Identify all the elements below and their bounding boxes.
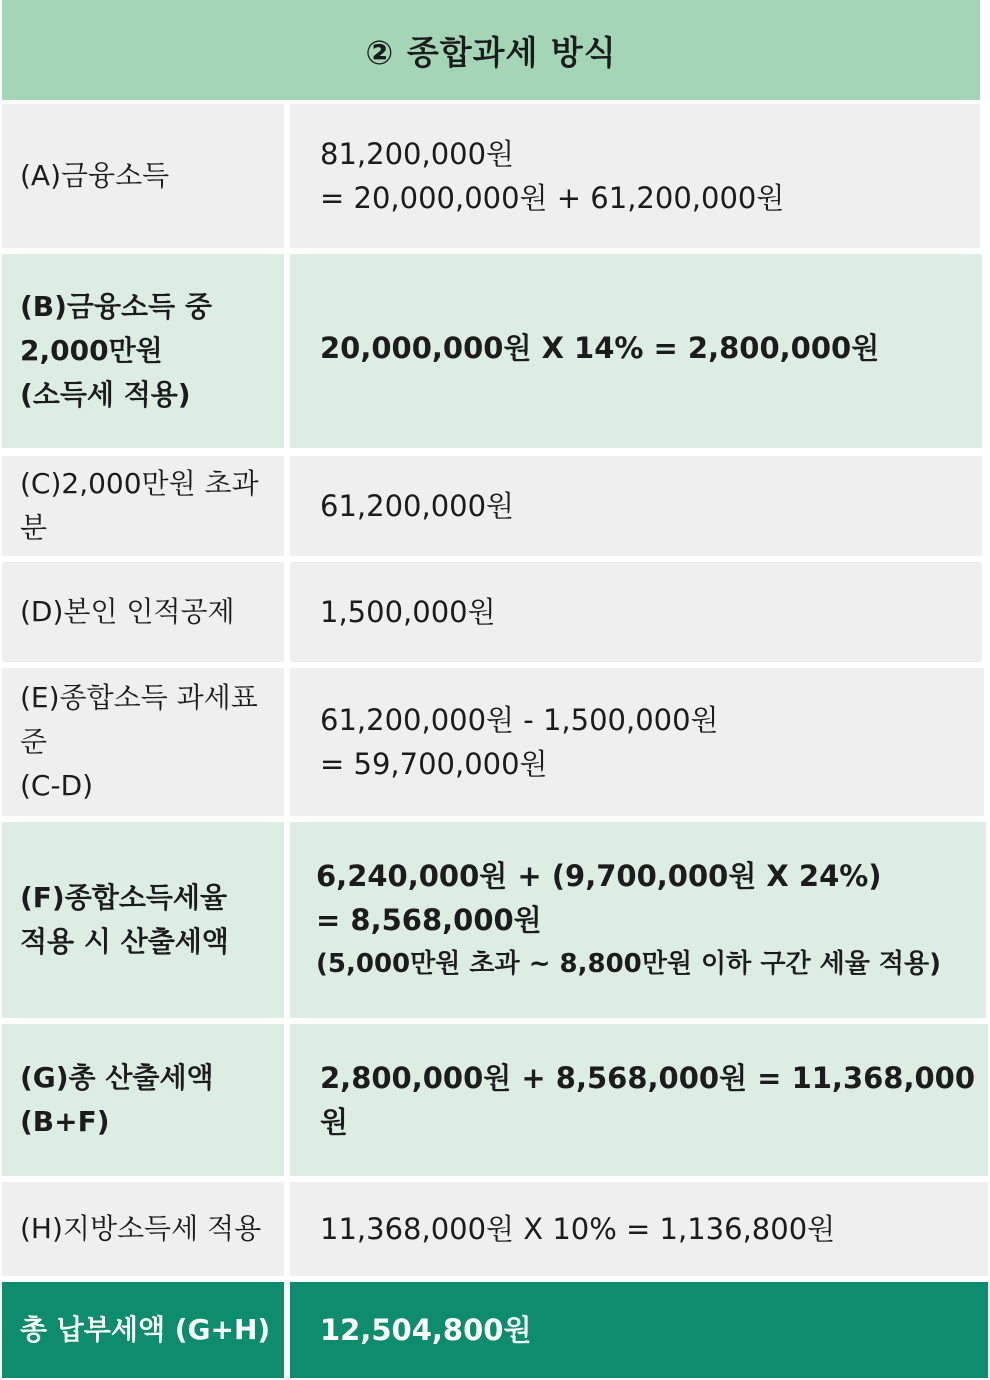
- row-b-label-line-2: 2,000만원: [20, 334, 163, 367]
- row-c-value: [290, 456, 982, 556]
- row-g-label-line-1: (G)총 산출세액: [20, 1061, 214, 1094]
- row-h-value: [290, 1182, 988, 1276]
- table-row-a: [2, 104, 980, 248]
- row-b-value-line: 20,000,000원 X 14% = 2,800,000원: [320, 331, 880, 365]
- table-row-c: [2, 456, 982, 556]
- row-c-label-line: (C)2,000만원 초과분: [20, 467, 259, 544]
- row-d-value-line: 1,500,000원: [320, 595, 496, 629]
- row-a-value-line-2: = 20,000,000원 + 61,200,000원: [320, 181, 785, 215]
- table-row-g: [2, 1024, 988, 1176]
- row-a-label-line: (A)금융소득: [20, 159, 170, 192]
- row-b-value: [290, 254, 982, 448]
- row-c-value-line: 61,200,000원: [320, 489, 515, 523]
- row-d-label-line: (D)본인 인적공제: [20, 595, 235, 628]
- row-f-label-line-2: 적용 시 산출세액: [20, 925, 229, 958]
- row-a-label: [2, 104, 284, 248]
- row-g-label: [2, 1024, 284, 1176]
- total-value-line: 12,504,800원: [320, 1313, 532, 1347]
- row-h-value-line: 11,368,000원 X 10% = 1,136,800원: [320, 1212, 836, 1246]
- row-e-label: [2, 668, 284, 816]
- row-a-value-line-1: 81,200,000원: [320, 137, 515, 171]
- table-row-d: [2, 562, 982, 662]
- row-h-label: [2, 1182, 284, 1276]
- row-e-label-line-1: (E)종합소득 과세표준: [20, 681, 258, 758]
- row-e-value-line-1: 61,200,000원 - 1,500,000원: [320, 703, 719, 737]
- row-g-value-line: 2,800,000원 + 8,568,000원 = 11,368,000원: [320, 1061, 976, 1139]
- row-g-value: [290, 1024, 988, 1176]
- table-row-b: [2, 254, 982, 448]
- row-e-value: [290, 668, 984, 816]
- row-b-label: [2, 254, 284, 448]
- row-f-value-line-2: = 8,568,000원: [316, 903, 542, 937]
- total-value: [290, 1282, 988, 1378]
- row-f-value-line-1: 6,240,000원 + (9,700,000원 X 24%): [316, 859, 882, 893]
- row-f-value: [290, 822, 986, 1018]
- row-a-value: [290, 104, 980, 248]
- row-b-label-line-1: (B)금융소득 중: [20, 290, 212, 323]
- table-row-e: [2, 668, 984, 816]
- total-label: [2, 1282, 284, 1378]
- table-row-f: [2, 822, 986, 1018]
- row-g-label-line-2: (B+F): [20, 1105, 110, 1138]
- row-e-value-line-2: = 59,700,000원: [320, 747, 548, 781]
- tax-table: [2, 0, 982, 1380]
- row-e-label-line-2: (C-D): [20, 769, 94, 802]
- table-row-h: [2, 1182, 988, 1276]
- row-d-label: [2, 562, 284, 662]
- row-c-label: [2, 456, 284, 556]
- row-h-label-line: (H)지방소득세 적용: [20, 1212, 262, 1245]
- row-d-value: [290, 562, 982, 662]
- row-f-value-line-3: (5,000만원 초과 ~ 8,800만원 이하 구간 세율 적용): [316, 949, 942, 979]
- table-row-total: [2, 1282, 988, 1378]
- row-f-label: [2, 822, 284, 1018]
- total-label-line: 총 납부세액 (G+H): [20, 1313, 271, 1346]
- row-b-label-line-3: (소득세 적용): [20, 378, 191, 411]
- row-f-label-line-1: (F)종합소득세율: [20, 881, 228, 914]
- table-title: ② 종합과세 방식: [2, 0, 980, 100]
